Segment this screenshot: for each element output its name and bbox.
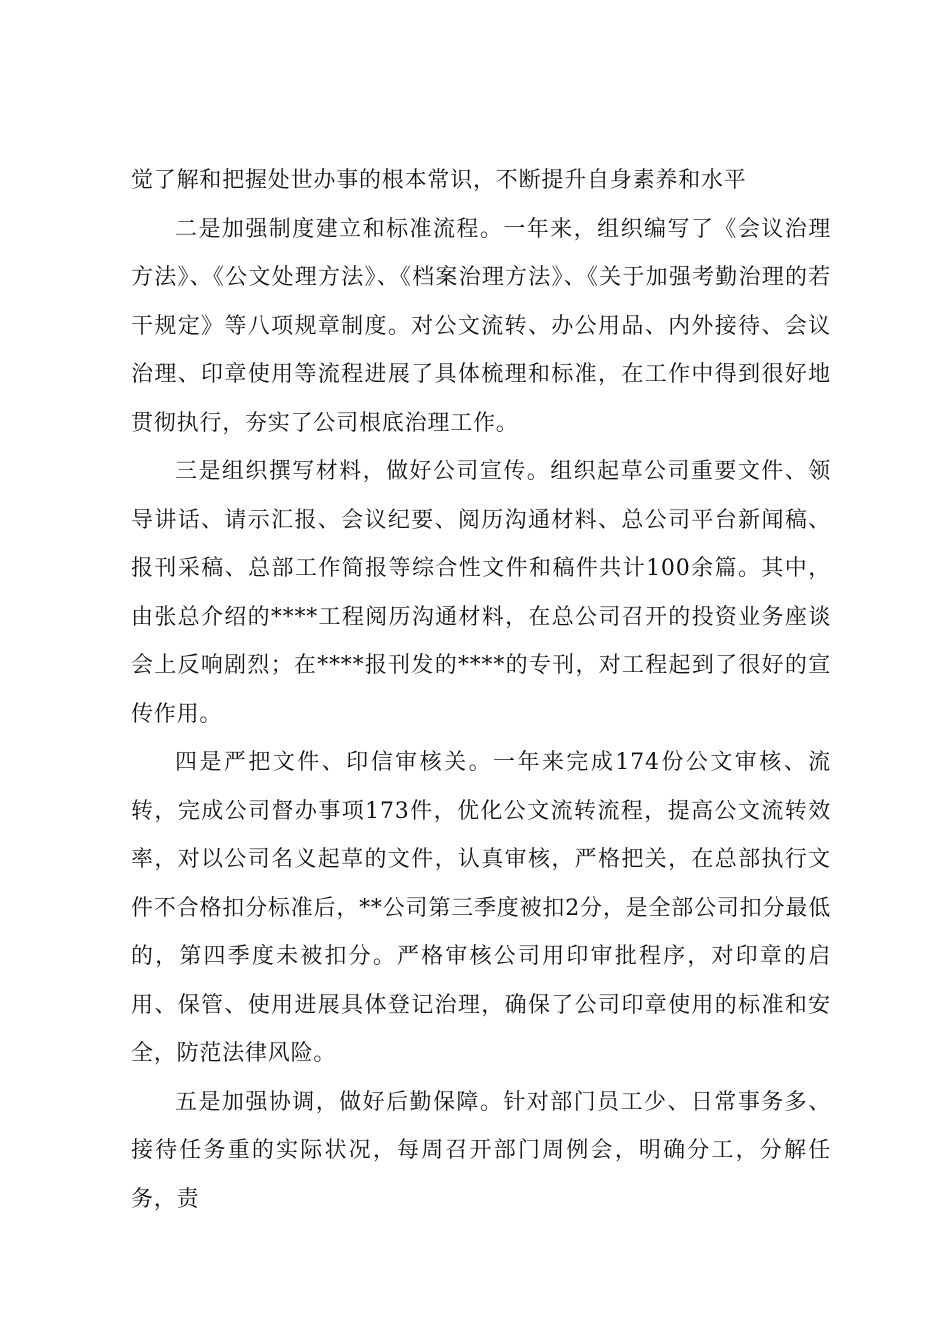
document-body <box>131 157 831 1224</box>
paragraph-document-review: 四是严把文件、印信审核关。一年来完成174份公文审核、流转，完成公司督办事项173件，优化公文流转流程，提高公文流转效率，对以公司名义起草的文件，认真审核，严格把关，在总部执行文件不合格扣分标准后，**公司第三季度被扣2分，是全部公司扣分最低的，第四季度未被扣分。严格审核公司用印审批程序，对印章的启用、保管、使用进展具体登记治理，确保了公司印章使用的标准和安全，防范法律风险。 <box>131 750 831 1066</box>
paragraph-continued: 觉了解和把握处世办事的根本常识，不断提升自身素养和水平 <box>131 168 747 193</box>
paragraph-logistics-support: 五是加强协调，做好后勤保障。针对部门员工少、日常事务多、接待任务重的实际状况，每周召开部门周例会，明确分工，分解任务，责 <box>131 1089 831 1212</box>
paragraph-writing-publicity: 三是组织撰写材料，做好公司宣传。组织起草公司重要文件、领导讲话、请示汇报、会议纪要、阅历沟通材料、总公司平台新闻稿、报刊采稿、总部工作简报等综合性文件和稿件共计100余篇。其中，由张总介绍的****工程阅历沟通材料，在总公司召开的投资业务座谈会上反响剧烈；在****报刊发的****的专刊，对工程起到了很好的宣传作用。 <box>131 459 831 727</box>
paragraph-system-building: 二是加强制度建立和标准流程。一年来，组织编写了《会议治理方法》、《公文处理方法》、《档案治理方法》、《关于加强考勤治理的若干规定》等八项规章制度。对公文流转、办公用品、内外接待、会议治理、印章使用等流程进展了具体梳理和标准，在工作中得到很好地贯彻执行，夯实了公司根底治理工作。 <box>131 216 831 436</box>
